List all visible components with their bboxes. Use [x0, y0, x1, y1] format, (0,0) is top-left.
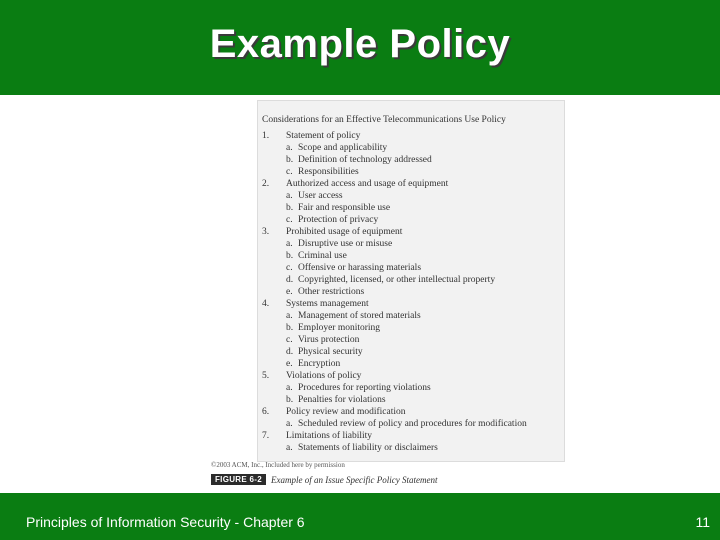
outline-item [262, 406, 562, 418]
outline-subitem-text: Penalties for violations [298, 395, 386, 405]
outline-subitem-letter: a. [286, 383, 293, 393]
policy-outline [262, 130, 562, 454]
outline-subitem-letter: c. [286, 215, 293, 225]
outline-item [262, 430, 562, 442]
outline-item-number: 1. [262, 131, 270, 141]
outline-subitem-letter: c. [286, 263, 293, 273]
outline-item [262, 298, 562, 310]
outline-subitem-text: Offensive or harassing materials [298, 263, 422, 273]
outline-subitem-letter: c. [286, 167, 293, 177]
outline-item-number: 2. [262, 179, 270, 189]
outline-subitem-text: Statements of liability or disclaimers [298, 443, 438, 453]
outline-subitem-text: Management of stored materials [298, 311, 421, 321]
outline-item-number: 5. [262, 371, 270, 381]
outline-subitem-text: Copyrighted, licensed, or other intellectual property [298, 275, 496, 285]
outline-subitem-text: Scope and applicability [298, 143, 388, 153]
outline-subitem-text: User access [298, 191, 343, 201]
outline-subitem [262, 442, 562, 454]
outline-subitem-letter: b. [286, 251, 294, 261]
outline-subitem-letter: b. [286, 155, 294, 165]
outline-subitem-letter: c. [286, 335, 293, 345]
figure-caption-row [211, 474, 437, 485]
outline-subitem [262, 250, 562, 262]
outline-subitem-letter: a. [286, 239, 293, 249]
outline-subitem [262, 166, 562, 178]
outline-subitem-text: Fair and responsible use [298, 203, 391, 213]
outline-subitem-text: Responsibilities [298, 167, 359, 177]
footer-text: Principles of Information Security - Chapter 6 [26, 514, 305, 530]
outline-item [262, 130, 562, 142]
outline-subitem-letter: e. [286, 359, 293, 369]
outline-item [262, 226, 562, 238]
figure-label: FIGURE 6-2 [211, 474, 266, 485]
outline-subitem-letter: d. [286, 275, 294, 285]
policy-document [257, 100, 565, 462]
outline-subitem-letter: b. [286, 395, 294, 405]
page-number: 11 [695, 514, 710, 530]
outline-item-label: Limitations of liability [286, 431, 373, 441]
footer-bar [0, 493, 720, 540]
outline-subitem [262, 346, 562, 358]
outline-subitem-text: Procedures for reporting violations [298, 383, 431, 393]
outline-subitem [262, 190, 562, 202]
outline-subitem-letter: a. [286, 443, 293, 453]
outline-subitem [262, 142, 562, 154]
outline-subitem-text: Employer monitoring [298, 323, 381, 333]
outline-subitem [262, 274, 562, 286]
outline-item-number: 7. [262, 431, 270, 441]
outline-subitem-text: Criminal use [298, 251, 347, 261]
outline-item-number: 4. [262, 299, 270, 309]
outline-item-number: 6. [262, 407, 270, 417]
outline-subitem-text: Encryption [298, 359, 341, 369]
outline-subitem-letter: e. [286, 287, 293, 297]
outline-subitem [262, 382, 562, 394]
outline-subitem [262, 214, 562, 226]
outline-subitem-text: Scheduled review of policy and procedures for modification [298, 419, 527, 429]
outline-subitem [262, 262, 562, 274]
policy-figure [211, 100, 565, 490]
slide-title: Example Policy [209, 22, 511, 66]
copyright-note: ©2003 ACM, Inc., Included here by permission [211, 461, 345, 469]
outline-subitem [262, 418, 562, 430]
outline-subitem [262, 310, 562, 322]
outline-subitem [262, 202, 562, 214]
outline-subitem [262, 322, 562, 334]
outline-item-label: Violations of policy [286, 371, 362, 381]
outline-subitem-text: Protection of privacy [298, 215, 379, 225]
outline-item [262, 370, 562, 382]
outline-item-number: 3. [262, 227, 270, 237]
outline-subitem [262, 394, 562, 406]
outline-subitem-letter: d. [286, 347, 294, 357]
outline-subitem-text: Disruptive use or misuse [298, 239, 393, 249]
outline-subitem-letter: a. [286, 419, 293, 429]
outline-subitem-text: Other restrictions [298, 287, 365, 297]
outline-item-label: Authorized access and usage of equipment [286, 179, 449, 189]
outline-subitem-text: Definition of technology addressed [298, 155, 432, 165]
outline-subitem-letter: b. [286, 323, 294, 333]
document-heading: Considerations for an Effective Telecommunications Use Policy [262, 115, 506, 125]
outline-subitem-letter: a. [286, 143, 293, 153]
outline-subitem [262, 238, 562, 250]
outline-item-label: Statement of policy [286, 131, 361, 141]
outline-subitem-letter: a. [286, 311, 293, 321]
outline-subitem-letter: b. [286, 203, 294, 213]
outline-subitem-letter: a. [286, 191, 293, 201]
outline-subitem [262, 154, 562, 166]
figure-caption: Example of an Issue Specific Policy Statement [271, 474, 438, 485]
outline-item [262, 178, 562, 190]
title-bar [0, 0, 720, 95]
outline-item-label: Systems management [286, 299, 369, 309]
outline-item-label: Prohibited usage of equipment [286, 227, 403, 237]
outline-subitem [262, 286, 562, 298]
outline-subitem [262, 334, 562, 346]
outline-item-label: Policy review and modification [286, 407, 406, 417]
outline-subitem-text: Virus protection [298, 335, 360, 345]
outline-subitem [262, 358, 562, 370]
outline-subitem-text: Physical security [298, 347, 363, 357]
